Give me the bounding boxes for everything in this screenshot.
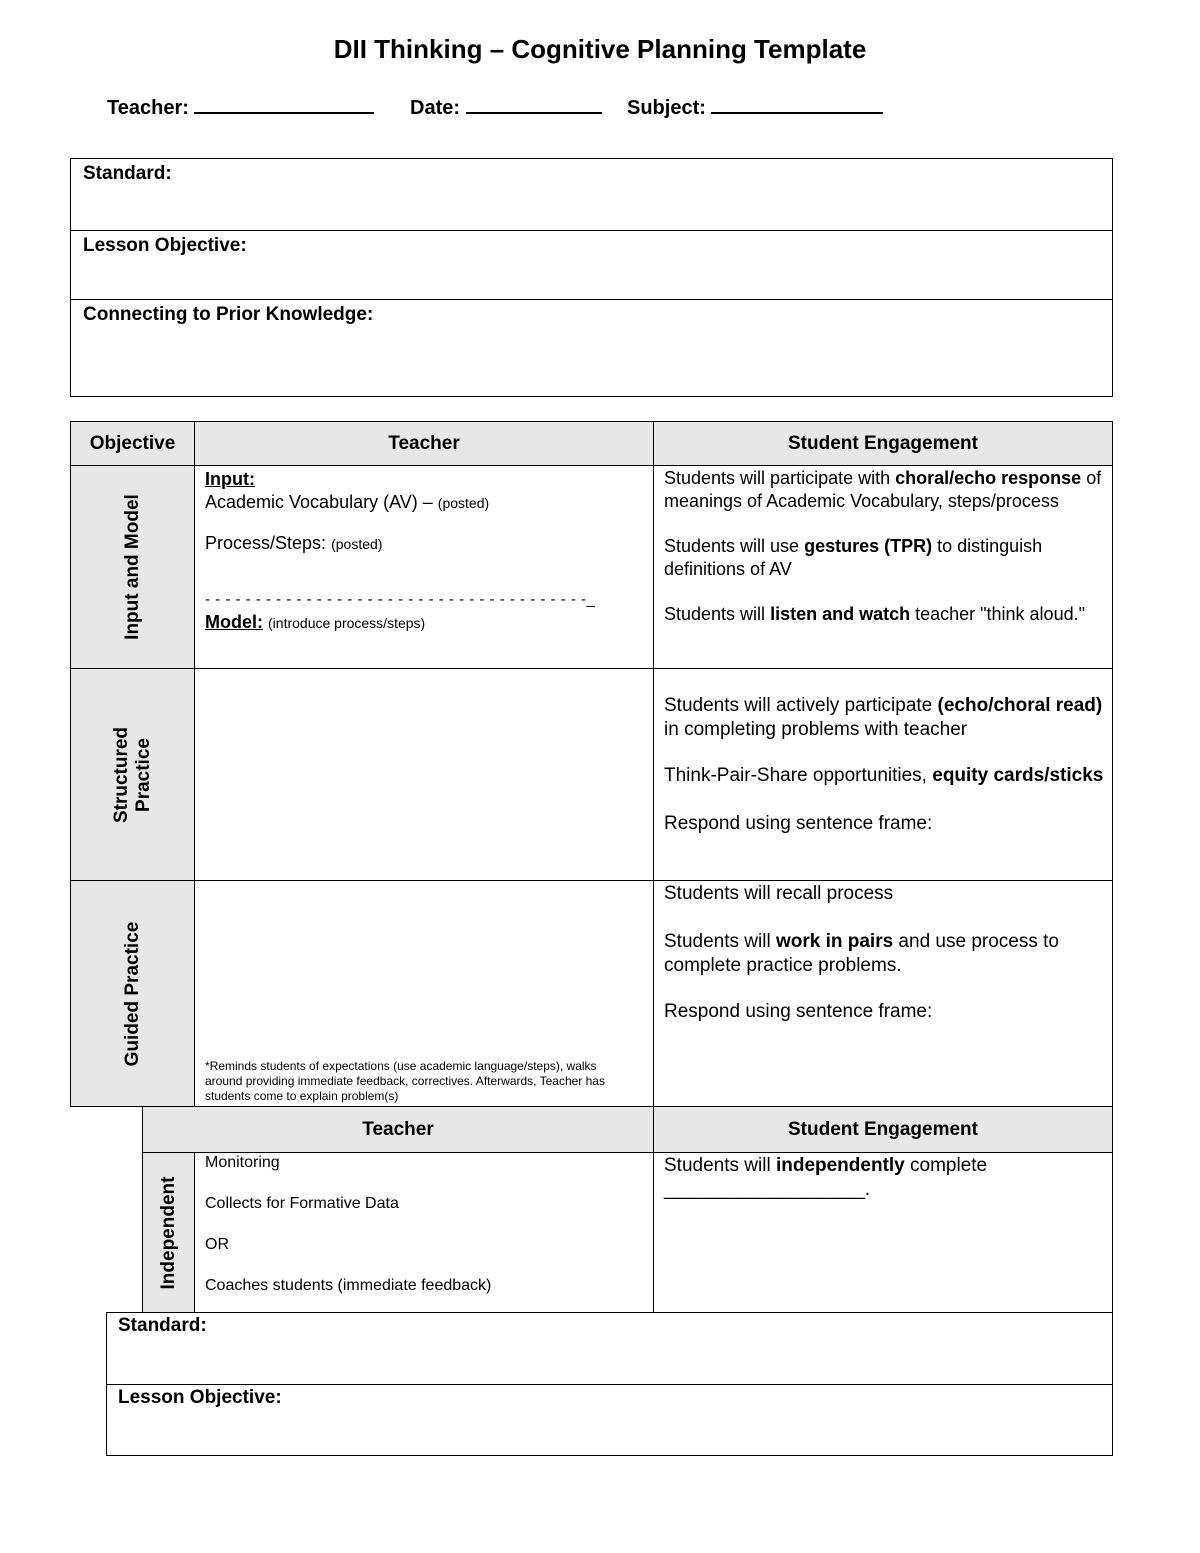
- bottom-standard-label: Standard:: [118, 1315, 207, 1336]
- row-label-independent: [142, 1152, 195, 1313]
- row-label-guided: [70, 880, 195, 1107]
- structured-teacher-cell[interactable]: [194, 668, 654, 881]
- guided-student-p1: Students will recall process: [664, 883, 894, 904]
- row-label-structured: [70, 668, 195, 881]
- subject-field[interactable]: [627, 94, 883, 120]
- input-student-p1: Students will participate with choral/echo response of meanings of Academic Vocabulary, steps/process: [664, 468, 1102, 511]
- guided-label: Guided Practice: [121, 921, 143, 1066]
- independent-teacher-l4: Coaches students (immediate feedback): [205, 1277, 492, 1294]
- guided-student-p3: Respond using sentence frame:: [664, 1001, 933, 1022]
- lesson-objective-label: Lesson Objective:: [83, 235, 247, 256]
- row-label-input-model: [70, 465, 195, 669]
- structured-student-cell[interactable]: [653, 668, 1113, 881]
- page-title: DII Thinking – Cognitive Planning Template: [333, 34, 867, 64]
- subject-blank[interactable]: [711, 94, 883, 114]
- teacher-label: Teacher:: [107, 97, 189, 119]
- model-note: (introduce process/steps): [268, 615, 426, 631]
- divider-dashes: - - - - - - - - - - - - - - - - - - - - - - - - - - - - - - - - - - - - - -_: [205, 591, 596, 608]
- vocab-note: (posted): [437, 495, 490, 511]
- structured-label: Structured Practice: [110, 726, 154, 823]
- independent-teacher-l1: Monitoring: [205, 1154, 280, 1171]
- prior-knowledge-box[interactable]: [70, 299, 1113, 397]
- independent-student-header: Student Engagement: [653, 1106, 1113, 1153]
- date-field[interactable]: [410, 94, 602, 120]
- col-objective-header: Objective: [70, 421, 195, 466]
- guided-student-p2: Students will work in pairs and use process to complete practice problems.: [664, 931, 1059, 976]
- vocab-text: Academic Vocabulary (AV) –: [205, 492, 433, 512]
- lesson-objective-box[interactable]: [70, 230, 1113, 300]
- standard-label: Standard:: [83, 163, 172, 184]
- date-label: Date:: [410, 97, 461, 119]
- model-heading: Model:: [205, 612, 263, 632]
- col-student-header: Student Engagement: [653, 421, 1113, 466]
- bottom-lesson-objective-label: Lesson Objective:: [118, 1387, 282, 1408]
- input-student-cell[interactable]: [653, 465, 1113, 669]
- input-student-p3: Students will listen and watch teacher "think aloud.": [664, 604, 1085, 624]
- independent-student-cell[interactable]: [653, 1152, 1113, 1313]
- guided-teacher-note: *Reminds students of expectations (use academic language/steps), walks around providing immediate feedback, correctives. Afterwards, Teacher has students come to explain problem(s): [205, 1059, 605, 1103]
- structured-student-p3: Respond using sentence frame:: [664, 813, 933, 834]
- independent-teacher-header: Teacher: [142, 1106, 654, 1153]
- independent-teacher-l3: OR: [205, 1236, 229, 1253]
- structured-student-p1: Students will actively participate (echo/choral read) in completing problems with teacher: [664, 695, 1103, 740]
- bottom-standard-box[interactable]: [106, 1312, 1113, 1385]
- independent-teacher-l2: Collects for Formative Data: [205, 1195, 399, 1212]
- independent-student-blank: ___________________.: [664, 1179, 871, 1200]
- standard-box[interactable]: [70, 158, 1113, 231]
- structured-student-p2: Think-Pair-Share opportunities, equity cards/sticks: [664, 765, 1104, 786]
- independent-teacher-cell[interactable]: [194, 1152, 654, 1313]
- independent-label: Independent: [157, 1176, 179, 1289]
- process-note: (posted): [331, 536, 383, 552]
- prior-knowledge-label: Connecting to Prior Knowledge:: [83, 304, 374, 325]
- independent-student-text: Students will independently complete: [664, 1155, 988, 1176]
- input-heading: Input:: [205, 469, 255, 489]
- input-model-label: Input and Model: [121, 494, 143, 640]
- process-text: Process/Steps:: [205, 533, 327, 553]
- subject-label: Subject:: [627, 97, 706, 119]
- date-blank[interactable]: [466, 94, 602, 114]
- guided-teacher-cell[interactable]: [194, 880, 654, 1107]
- input-teacher-cell[interactable]: [194, 465, 654, 669]
- input-student-p2: Students will use gestures (TPR) to distinguish definitions of AV: [664, 536, 1043, 579]
- teacher-field[interactable]: [107, 94, 374, 120]
- teacher-blank[interactable]: [194, 94, 374, 114]
- bottom-lesson-objective-box[interactable]: [106, 1384, 1113, 1456]
- col-teacher-header: Teacher: [194, 421, 654, 466]
- guided-student-cell[interactable]: [653, 880, 1113, 1107]
